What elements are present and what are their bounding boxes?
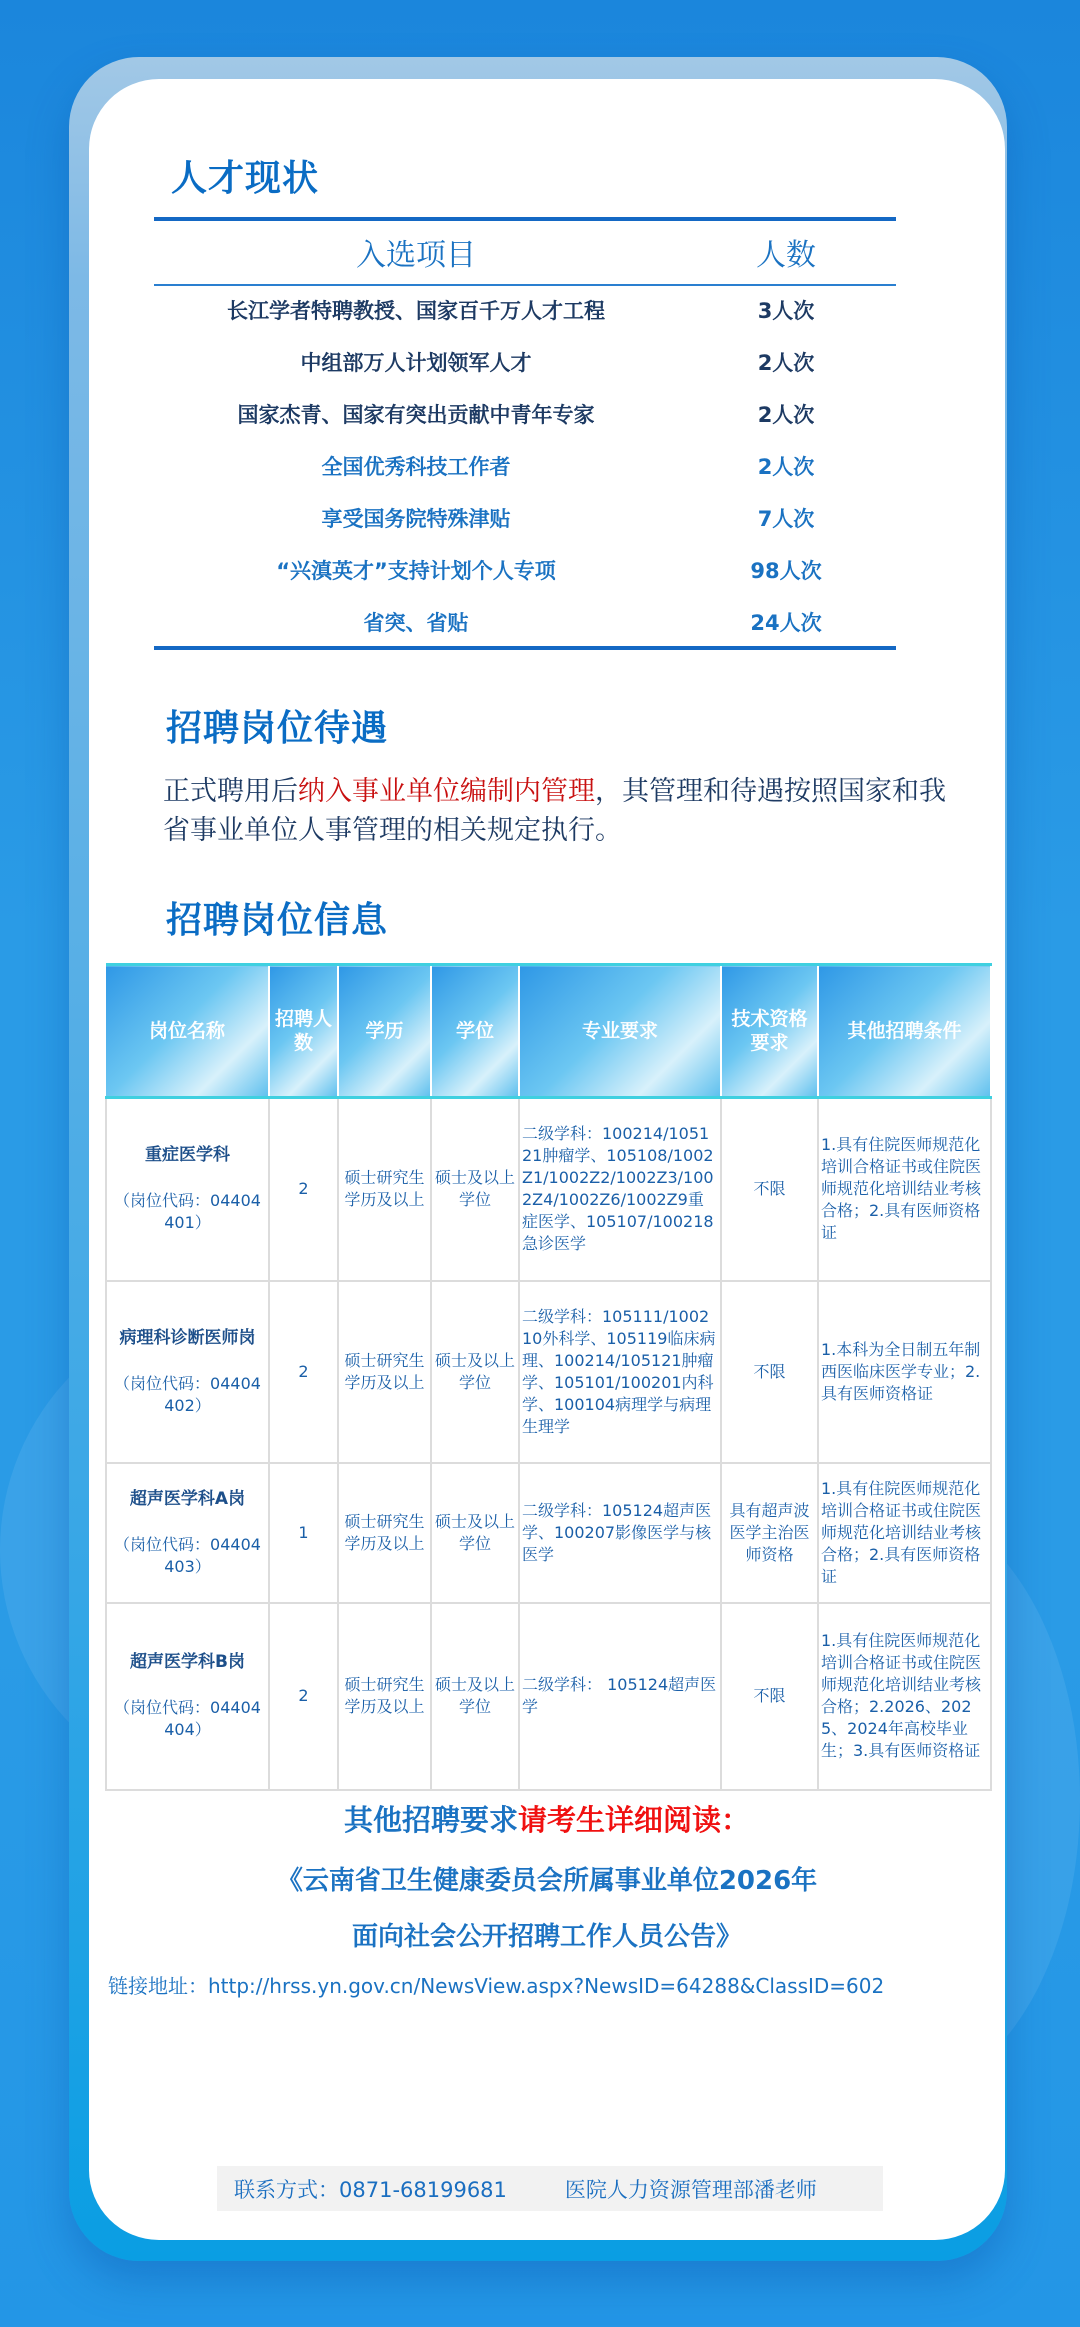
position-edu: 硕士研究生学历及以上	[338, 1098, 431, 1281]
section-title-treatment: 招聘岗位待遇	[166, 708, 389, 749]
talent-row	[154, 498, 896, 538]
position-name: 超声医学科B岗	[130, 1652, 245, 1672]
position-code: （岗位代码：04404402）	[114, 1373, 261, 1415]
table-top-rule	[154, 217, 896, 221]
position-edu: 硕士研究生学历及以上	[338, 1281, 431, 1463]
th-major: 专业要求	[519, 965, 721, 1098]
table-row	[106, 1098, 991, 1281]
talent-item: 国家杰青、国家有突出贡献中青年专家	[237, 403, 595, 427]
talent-count: 2人次	[757, 351, 815, 375]
talent-item: 全国优秀科技工作者	[321, 455, 511, 479]
position-qual: 不限	[721, 1603, 818, 1790]
position-major: 二级学科： 105124超声医学	[519, 1603, 721, 1790]
th-edu: 学历	[338, 965, 431, 1098]
treatment-text-pre: 正式聘用后	[163, 776, 298, 807]
positions-table	[105, 963, 992, 1791]
position-code: （岗位代码：04404404）	[114, 1698, 261, 1739]
position-qual: 具有超声波医学主治医师资格	[721, 1463, 818, 1603]
talent-row	[154, 446, 896, 486]
position-num: 2	[269, 1098, 338, 1281]
position-other: 1.具有住院医师规范化培训合格证书或住院医师规范化培训结业考核合格；2.2026、2025、2024年高校毕业生；3.具有医师资格证	[818, 1603, 991, 1790]
position-name: 重症医学科	[145, 1145, 230, 1166]
position-name: 超声医学科A岗	[129, 1488, 246, 1509]
treatment-text	[163, 772, 963, 850]
talent-item: 享受国务院特殊津贴	[321, 507, 511, 531]
treatment-text-highlight: 纳入事业单位编制内管理	[298, 776, 595, 807]
th-other: 其他招聘条件	[818, 965, 991, 1098]
talent-row	[154, 550, 896, 590]
position-code: （岗位代码：04404403）	[114, 1534, 261, 1576]
section-title-talent: 人才现状	[171, 158, 320, 199]
talent-count: 98人次	[750, 559, 822, 583]
notice-title-line1: 《云南省卫生健康委员会所属事业单位2026年	[276, 1866, 818, 1896]
position-name: 病理科诊断医师岗	[119, 1327, 256, 1348]
position-num: 1	[269, 1463, 338, 1603]
position-qual: 不限	[721, 1098, 818, 1281]
header-rule	[154, 284, 896, 286]
talent-count: 24人次	[750, 611, 822, 635]
position-name-cell	[106, 1603, 269, 1790]
talent-count: 2人次	[757, 403, 815, 427]
position-edu: 硕士研究生学历及以上	[338, 1603, 431, 1790]
position-major: 二级学科：105111/100210外科学、105119临床病理、100214/105121肿瘤学、105101/100201内科学、100104病理学与病理生理学	[519, 1281, 721, 1463]
talent-count: 3人次	[757, 299, 815, 323]
notice-link[interactable]	[108, 1970, 1000, 1999]
position-degree: 硕士及以上学位	[431, 1603, 519, 1790]
talent-row	[154, 342, 896, 382]
link-url[interactable]: http://hrss.yn.gov.cn/NewsView.aspx?NewsID=64288&ClassID=602	[208, 1974, 885, 1998]
position-num: 2	[269, 1603, 338, 1790]
talent-item: 中组部万人计划领军人才	[300, 351, 532, 375]
notice-lead-red: 请考生详细阅读：	[518, 1803, 751, 1837]
position-degree: 硕士及以上学位	[431, 1098, 519, 1281]
position-degree: 硕士及以上学位	[431, 1463, 519, 1603]
th-qual: 技术资格要求	[721, 965, 818, 1098]
talent-count: 7人次	[757, 507, 815, 531]
notice-lead	[89, 1798, 1005, 1839]
th-name: 岗位名称	[106, 965, 269, 1098]
position-qual: 不限	[721, 1281, 818, 1463]
talent-row	[154, 602, 896, 642]
col-header-item: 入选项目	[356, 238, 476, 273]
position-name-cell	[106, 1098, 269, 1281]
section-title-positions: 招聘岗位信息	[166, 900, 389, 941]
position-name-cell	[106, 1463, 269, 1603]
contact-footer	[217, 2166, 883, 2211]
notice-lead-text: 其他招聘要求	[343, 1803, 518, 1837]
talent-row	[154, 394, 896, 434]
table-bottom-rule	[154, 646, 896, 650]
position-num: 2	[269, 1281, 338, 1463]
talent-row	[154, 290, 896, 330]
contact-phone: 联系方式：0871-68199681	[234, 2177, 507, 2202]
talent-item: “兴滇英才”支持计划个人专项	[276, 559, 556, 583]
th-num: 招聘人数	[269, 965, 338, 1098]
position-other: 1.具有住院医师规范化培训合格证书或住院医师规范化培训结业考核合格；2.具有医师资格证	[818, 1098, 991, 1281]
contact-dept: 医院人力资源管理部潘老师	[564, 2177, 817, 2202]
notice-title-line2: 面向社会公开招聘工作人员公告》	[351, 1922, 742, 1952]
table-row	[106, 1463, 991, 1603]
position-edu: 硕士研究生学历及以上	[338, 1463, 431, 1603]
table-row	[106, 1603, 991, 1790]
th-degree: 学位	[431, 965, 519, 1098]
position-degree: 硕士及以上学位	[431, 1281, 519, 1463]
talent-item: 省突、省贴	[363, 611, 469, 635]
treatment-text-post: ，其管理和待遇按照国家和我省事业单位人事管理的相关规定执行。	[163, 776, 946, 846]
position-other: 1.本科为全日制五年制西医临床医学专业；2.具有医师资格证	[818, 1281, 991, 1463]
position-other: 1.具有住院医师规范化培训合格证书或住院医师规范化培训结业考核合格；2.具有医师资格证	[818, 1463, 991, 1603]
talent-count: 2人次	[757, 455, 815, 479]
link-label: 链接地址：	[108, 1974, 208, 1998]
position-major: 二级学科：100214/105121肿瘤学、105108/1002Z1/1002Z2/1002Z3/1002Z4/1002Z6/1002Z9重症医学、105107/100218急诊医学	[519, 1098, 721, 1281]
position-name-cell	[106, 1281, 269, 1463]
position-major: 二级学科：105124超声医学、100207影像医学与核医学	[519, 1463, 721, 1603]
table-row	[106, 1281, 991, 1463]
position-code: （岗位代码：04404401）	[114, 1191, 261, 1233]
talent-item: 长江学者特聘教授、国家百千万人才工程	[227, 299, 605, 323]
col-header-count: 人数	[756, 238, 816, 273]
